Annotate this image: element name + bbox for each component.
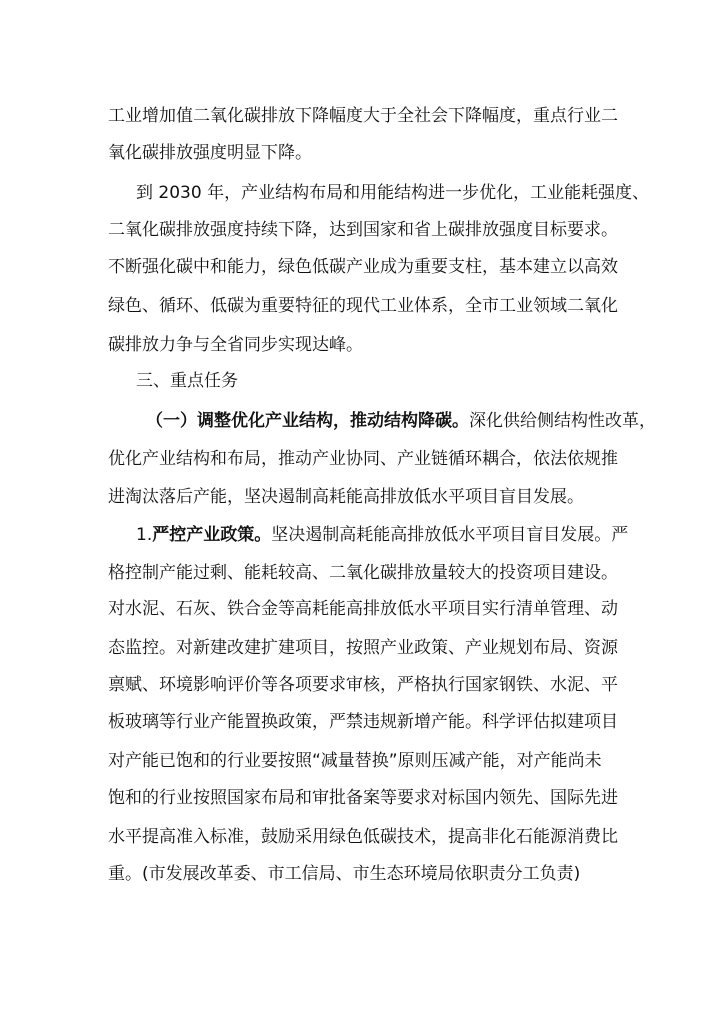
- text-line: 进淘汰落后产能，坚决遏制高耗能高排放低水平项目盲目发展。: [108, 487, 584, 507]
- text-line: 工业增加值二氧化碳排放下降幅度大于全社会下降幅度，重点行业二: [108, 106, 618, 126]
- text-line: 碳排放力争与全省同步实现达峰。: [108, 335, 363, 355]
- text-line: 饱和的行业按照国家布局和审批备案等要求对标国内领先、国际先进: [108, 788, 618, 808]
- text-line: 对水泥、石灰、铁合金等高耗能高排放低水平项目实行清单管理、动: [108, 599, 618, 619]
- text-line: 不断强化碳中和能力，绿色低碳产业成为重要支柱，基本建立以高效: [108, 257, 618, 277]
- section-heading: 三、重点任务: [136, 371, 238, 391]
- item-number: 1.: [136, 525, 153, 545]
- text-line: 格控制产能过剩、能耗较高、二氧化碳排放量较大的投资项目建设。: [108, 563, 618, 583]
- text-line: 板玻璃等行业产能置换政策，严禁违规新增产能。科学评估拟建项目: [108, 712, 618, 732]
- text-line: 到 2030 年，产业结构布局和用能结构进一步优化，工业能耗强度、: [136, 183, 650, 203]
- text-line: 水平提高准入标准，鼓励采用绿色低碳技术，提高非化石能源消费比: [108, 827, 618, 847]
- text-line: 二氧化碳排放强度持续下降，达到国家和省上碳排放强度目标要求。: [108, 220, 618, 240]
- text-line: 氧化碳排放强度明显下降。: [108, 143, 312, 163]
- text-line: 绿色、循环、低碳为重要特征的现代工业体系，全市工业领域二氧化: [108, 296, 618, 316]
- subsection-heading: （一）调整优化产业结构，推动结构降碳。: [146, 411, 469, 431]
- item-heading: 严控产业政策。: [152, 525, 272, 545]
- subsection-line: [146, 409, 656, 433]
- text-line: 禀赋、环境影响评价等各项要求审核，严格执行国家钢铁、水泥、平: [108, 675, 618, 695]
- text-line: 态监控。对新建改建扩建项目，按照产业政策、产业规划布局、资源: [108, 638, 618, 658]
- subsection-text: 深化供给侧结构性改革，: [469, 411, 656, 431]
- text-line: 对产能已饱和的行业要按照“减量替换”原则压减产能，对产能尚未: [108, 751, 602, 771]
- text-line: 优化产业结构和布局，推动产业协同、产业链循环耦合，依法依规推: [108, 449, 618, 469]
- item-text: 坚决遏制高耗能高排放低水平项目盲目发展。严: [271, 525, 629, 545]
- text-line: 重。(市发展改革委、市工信局、市生态环境局依职责分工负责): [108, 864, 581, 884]
- item-line: [136, 523, 628, 547]
